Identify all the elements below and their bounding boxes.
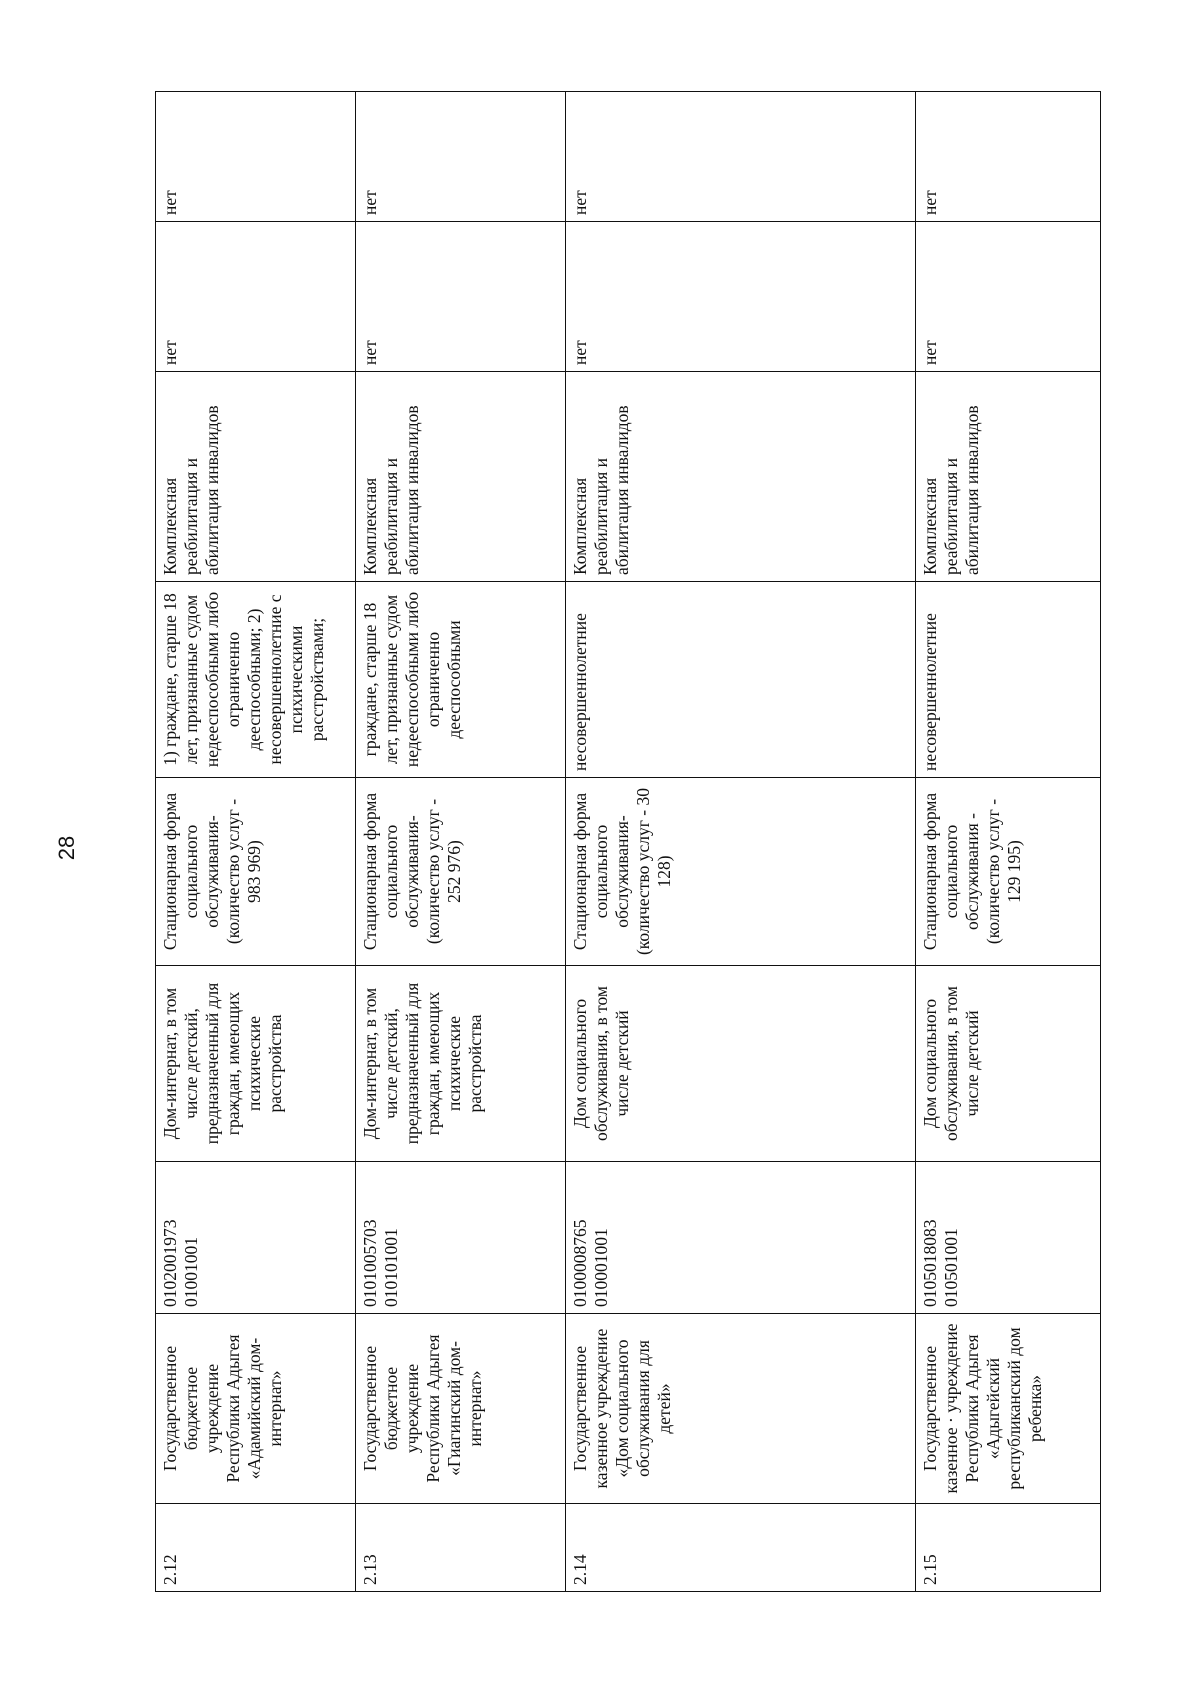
program: Комплексная реабилитация и абилитация инвалидов (920, 405, 982, 575)
service-form: Стационарная форма социального обслуживания- (количество услуг - 30 128) (570, 788, 674, 956)
institution-name: Государственное казенное · учреждение Республики Адыгея «Адыгейский республиканский дом ребенка» (920, 1323, 1045, 1494)
institution-type-cell (566, 966, 916, 1162)
column-b-cell: нет (916, 92, 1101, 222)
institution-name: Государственное бюджетное учреждение Республики Адыгея «Адамийский дом-интернат» (160, 1334, 285, 1483)
recipient-category-cell (566, 582, 916, 778)
column-b-cell: нет (566, 92, 916, 222)
service-form-cell (156, 778, 356, 966)
recipient-category: граждане, старше 18 лет, признанные судом недееспособными либо ограниченно дееспособными (360, 591, 464, 768)
rotated-table-container (155, 92, 1100, 1592)
program: Комплексная реабилитация и абилитация инвалидов (360, 405, 422, 575)
institution-type: Дом-интернат, в том числе детский, предназначенный для граждан, имеющих психические расстройства (160, 982, 285, 1145)
institution-name-cell (566, 1314, 916, 1504)
row-number-cell: 2.14 (566, 1504, 916, 1592)
program-cell (156, 372, 356, 582)
service-form: Стационарная форма социального обслуживания- (количество услуг - 252 976) (360, 792, 464, 951)
institution-name-cell (916, 1314, 1101, 1504)
row-number-cell: 2.12 (156, 1504, 356, 1592)
column-b-cell: нет (356, 92, 566, 222)
service-form-cell (566, 778, 916, 966)
institution-name-cell (156, 1314, 356, 1504)
recipient-category: несовершеннолетние (920, 613, 940, 771)
institution-type: Дом социального обслуживания, в том числе детский (920, 986, 982, 1142)
institution-type-cell (356, 966, 566, 1162)
row-number-cell: 2.15 (916, 1504, 1101, 1592)
program: Комплексная реабилитация и абилитация инвалидов (160, 405, 222, 575)
service-form: Стационарная форма социального обслуживания - (количество услуг - 129 195) (920, 792, 1024, 951)
service-form-cell (356, 778, 566, 966)
institution-type-cell (916, 966, 1101, 1162)
inn-kpp-cell (916, 1162, 1101, 1314)
program-cell (566, 372, 916, 582)
institution-type: Дом-интернат, в том числе детский, предназначенный для граждан, имеющих психические расстройства (360, 982, 485, 1145)
program: Комплексная реабилитация и абилитация инвалидов (570, 405, 632, 575)
column-a-cell: нет (566, 222, 916, 372)
table-row (916, 92, 1101, 1592)
recipient-category-cell (916, 582, 1101, 778)
column-b-cell: нет (156, 92, 356, 222)
column-a-cell: нет (356, 222, 566, 372)
institution-type: Дом социального обслуживания, в том числе детский (570, 986, 632, 1142)
page-number: 28 (54, 835, 79, 861)
inn-kpp-cell (566, 1162, 916, 1314)
inn-kpp: 0100008765 010001001 (570, 1219, 611, 1307)
service-form-cell (916, 778, 1101, 966)
row-number-cell: 2.13 (356, 1504, 566, 1592)
institution-type-cell (156, 966, 356, 1162)
column-a-cell: нет (156, 222, 356, 372)
program-cell (356, 372, 566, 582)
inn-kpp-cell (156, 1162, 356, 1314)
table-row (566, 92, 916, 1592)
inn-kpp: 0101005703 010101001 (360, 1219, 401, 1307)
inn-kpp: 0105018083 010501001 (920, 1219, 961, 1307)
inn-kpp-cell (356, 1162, 566, 1314)
table-row (356, 92, 566, 1592)
program-cell (916, 372, 1101, 582)
column-a-cell: нет (916, 222, 1101, 372)
table-row (156, 92, 356, 1592)
institutions-table (155, 91, 1101, 1592)
institution-name: Государственное бюджетное учреждение Республики Адыгея «Гиагинский дом-интернат» (360, 1334, 485, 1483)
recipient-category: несовершеннолетние (570, 613, 590, 771)
institution-name-cell (356, 1314, 566, 1504)
recipient-category: 1) граждане, старше 18 лет, признанные судом недееспособными либо ограниченно дееспособными; 2) несовершеннолетние с психическими расстройствами; (160, 591, 327, 768)
institution-name: Государственное казенное учреждение «Дом социального обслуживания для детей» (570, 1328, 674, 1489)
recipient-category-cell (156, 582, 356, 778)
service-form: Стационарная форма социального обслуживания- (количество услуг - 983 969) (160, 792, 264, 951)
recipient-category-cell (356, 582, 566, 778)
inn-kpp: 0102001973 01001001 (160, 1219, 201, 1307)
